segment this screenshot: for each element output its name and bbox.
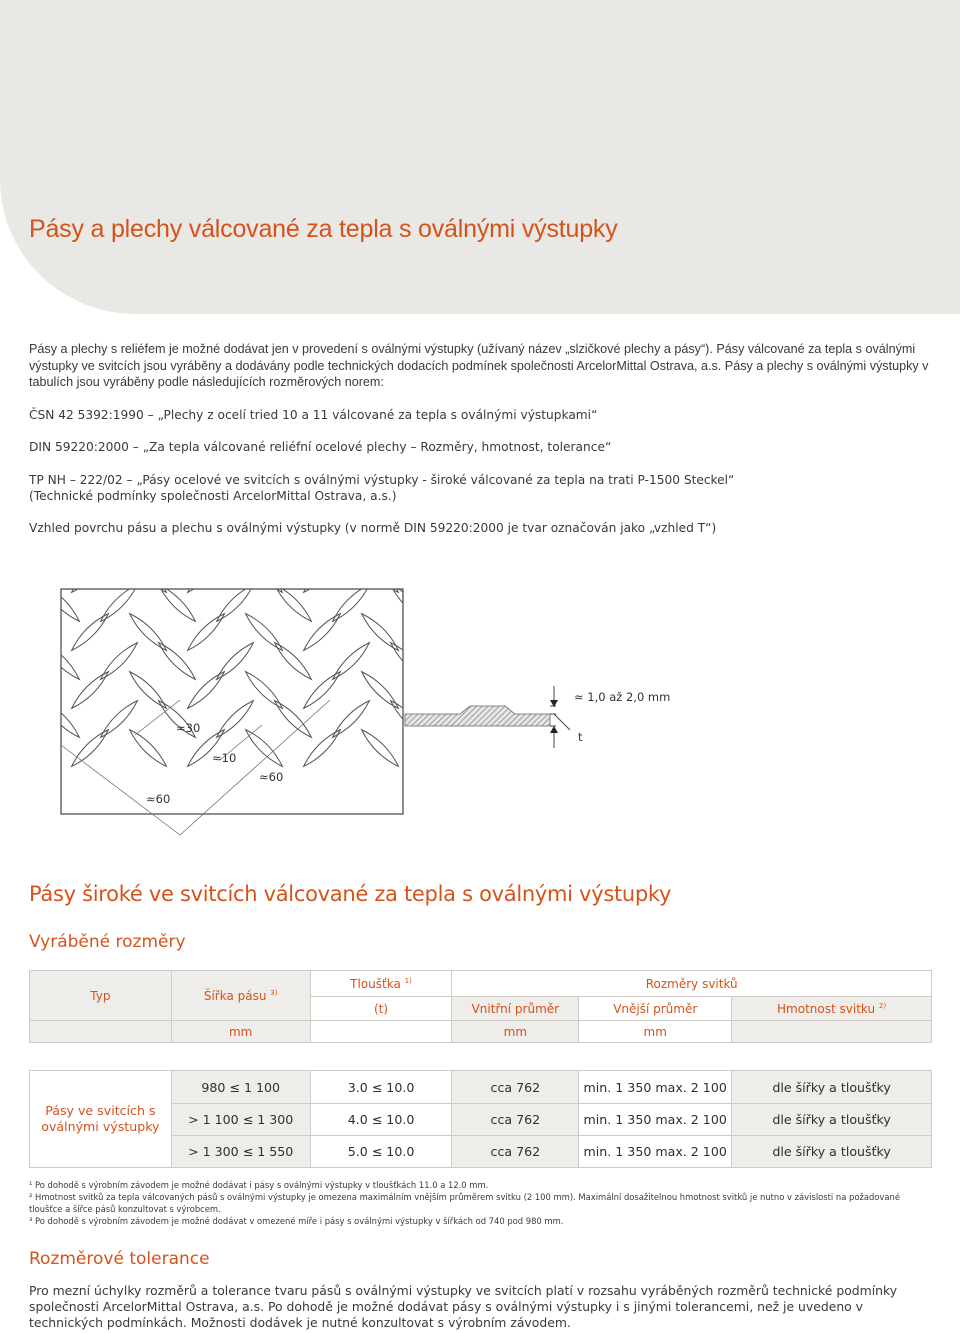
cell-tloustka: 4.0 ≤ 10.0 xyxy=(310,1104,452,1136)
footnote-1: ¹ Po dohodě s výrobním závodem je možné dodávat i pásy s oválnými výstupky v tloušťkách 11.0 a 12.0 mm. xyxy=(29,1180,489,1190)
footnote-2: ² Hmotnost svitků za tepla válcovaných pásů s oválnými výstupky je omezena maximálním vnějším průměrem svitku (2 100 mm). Maximální dosažitelnou hmotnost svitků je nutno v závislosti na požadované tloušťce a šířce pásů konzultovat s výrobcem. xyxy=(29,1192,900,1214)
lozenge-mark xyxy=(416,668,459,711)
lozenge-mark xyxy=(445,639,488,682)
norm-din: DIN 59220:2000 – „Za tepla válcované reliéfní ocelové plechy – Rozměry, hmotnost, tolerance“ xyxy=(29,440,612,454)
lozenge-mark xyxy=(0,697,25,740)
unit-vnejsi: mm xyxy=(579,1021,732,1043)
unit-hmotnost xyxy=(732,1021,932,1043)
col-tloustka: Tloušťka $^{1)}$ xyxy=(310,971,452,997)
lozenge-mark xyxy=(0,581,25,624)
dimensions-header-table xyxy=(29,970,932,1043)
cell-vnejsi: min. 1 350 max. 2 100 xyxy=(579,1071,732,1104)
tolerance-title: Rozměrové tolerance xyxy=(29,1249,210,1269)
thickness-label: t xyxy=(578,730,583,744)
cell-vnejsi: min. 1 350 max. 2 100 xyxy=(579,1136,732,1168)
cell-sirka: 980 ≤ 1 100 xyxy=(171,1071,310,1104)
unit-tloustka xyxy=(310,1021,452,1043)
col-sirka: Šířka pásu $^{3)}$ xyxy=(171,971,310,1021)
dimensions-body-table xyxy=(29,1070,932,1168)
lozenge-mark xyxy=(10,726,53,769)
norm-tp: TP NH – 222/02 – „Pásy ocelové ve svitcích s oválnými výstupky - široké válcované za tepla na trati P-1500 Steckel“ xyxy=(29,473,735,487)
table-row xyxy=(30,1071,932,1104)
dim-60-left-label: ≈60 xyxy=(146,792,171,806)
norm-csn: ČSN 42 5392:1990 – „Plechy z ocelí tried 10 a 11 válcované za tepla s oválnými výstupkami“ xyxy=(29,408,598,422)
cell-tloustka: 3.0 ≤ 10.0 xyxy=(310,1071,452,1104)
lozenge-mark xyxy=(416,726,459,769)
dim-30-label: ≈30 xyxy=(176,721,201,735)
lozenge-mark xyxy=(10,560,53,596)
header-band xyxy=(0,0,960,314)
dim-60-right-label: ≈60 xyxy=(259,770,284,784)
col-typ: Typ xyxy=(30,971,172,1021)
lozenge-mark xyxy=(474,726,517,769)
cell-hmotnost: dle šířky a tloušťky xyxy=(732,1071,932,1104)
lozenge-mark xyxy=(416,610,459,653)
height-label: ≈ 1,0 až 2,0 mm xyxy=(574,690,671,704)
lozenge-mark xyxy=(10,610,53,653)
page-title: Pásy a plechy válcované za tepla s oválnými výstupky xyxy=(29,215,618,243)
cell-vnitrni: cca 762 xyxy=(452,1071,579,1104)
unit-vnitrni: mm xyxy=(452,1021,579,1043)
surface-description: Vzhled povrchu pásu a plechu s oválnými výstupky (v normě DIN 59220:2000 je tvar označován jako „vzhled T“) xyxy=(29,521,717,535)
cell-vnejsi: min. 1 350 max. 2 100 xyxy=(579,1104,732,1136)
unit-sirka: mm xyxy=(171,1021,310,1043)
unit-typ xyxy=(30,1021,172,1043)
lozenge-mark xyxy=(474,668,517,711)
lozenge-mark xyxy=(474,610,517,653)
cell-hmotnost: dle šířky a tloušťky xyxy=(732,1104,932,1136)
col-rozmery-svitku: Rozměry svitků xyxy=(452,971,932,997)
norm-tp-note: (Technické podmínky společnosti ArcelorMittal Ostrava, a.s.) xyxy=(29,489,397,503)
cell-tloustka: 5.0 ≤ 10.0 xyxy=(310,1136,452,1168)
cell-vnitrni: cca 762 xyxy=(452,1104,579,1136)
lozenge-mark xyxy=(10,668,53,711)
cell-sirka: > 1 300 ≤ 1 550 xyxy=(171,1136,310,1168)
col-vnejsi: Vnější průměr xyxy=(579,997,732,1021)
section-subtitle: Vyráběné rozměry xyxy=(29,932,186,952)
cell-vnitrni: cca 762 xyxy=(452,1136,579,1168)
cell-sirka: > 1 100 ≤ 1 300 xyxy=(171,1104,310,1136)
tolerance-text: Pro mezní úchylky rozměrů a tolerance tvaru pásů s oválnými výstupky ve svitcích platí v rozsahu vyráběných rozměrů technické podmínky společnosti ArcelorMittal Ostrava, a.s. Po dohodě je možné dodávat pásy s oválnými výstupky i s jinými tolerancemi, než je uvedeno v technických podmínkách. Možnosti dodávek je nutné konzultovat s výrobním závodem. xyxy=(29,1283,898,1330)
surface-pattern-diagram xyxy=(0,560,960,870)
section-title: Pásy široké ve svitcích válcované za tepla s oválnými výstupky xyxy=(29,882,672,906)
lozenge-mark xyxy=(0,639,25,682)
col-t: (t) xyxy=(310,997,452,1021)
type-label: Pásy ve svitcích s oválnými výstupky xyxy=(30,1071,172,1168)
intro-paragraph: Pásy a plechy s reliéfem je možné dodávat jen v provedení s oválnými výstupky (užívaný název „slzičkové plechy a pásy“). Pásy válcované za tepla s oválnými výstupky ve svitcích jsou vyráběny a dodávány podle technických dodacích podmínek společnosti ArcelorMittal Ostrava, a.s. Pásy a plechy s oválnými výstupky v tabulích jsou vyráběny podle následujících rozměrových norem: xyxy=(29,342,929,389)
lozenge-mark xyxy=(445,581,488,624)
col-vnitrni: Vnitřní průměr xyxy=(452,997,579,1021)
footnote-3: ³ Po dohodě s výrobním závodem je možné dodávat v omezené míře i pásy s oválnými výstupky v šířkách od 740 pod 980 mm. xyxy=(29,1216,564,1226)
col-hmotnost: Hmotnost svitku $^{2)}$ xyxy=(732,997,932,1021)
cell-hmotnost: dle šířky a tloušťky xyxy=(732,1136,932,1168)
lozenge-mark xyxy=(474,560,517,596)
lozenge-mark xyxy=(416,560,459,596)
dim-10-label: ≈10 xyxy=(212,751,237,765)
